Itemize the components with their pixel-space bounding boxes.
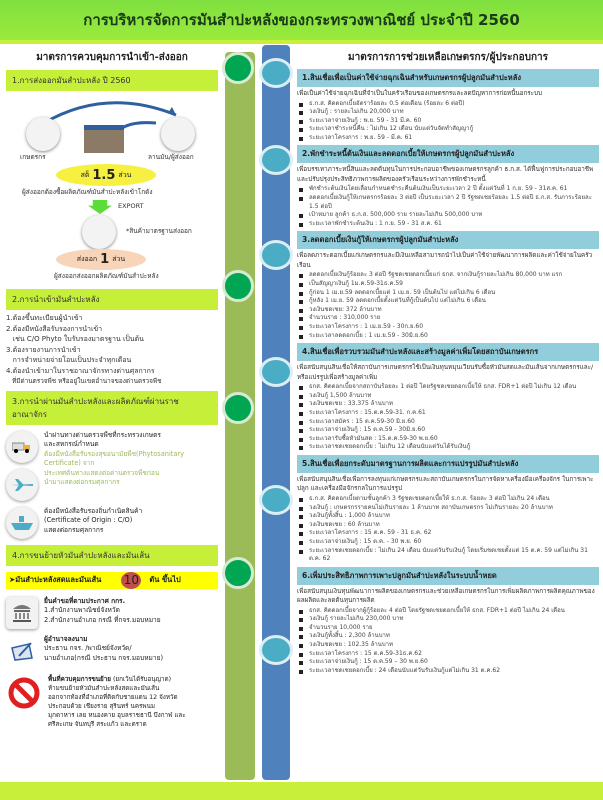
bullet-list bbox=[297, 383, 599, 452]
item-text: 1.สำนักงานพาณิชย์จังหวัด bbox=[44, 606, 120, 614]
timeline-dot bbox=[259, 58, 293, 88]
import-requirements bbox=[6, 313, 218, 387]
list-item: เป็นสัญญาเงินกู้ 1ม.ค.59-31ธ.ค.59 bbox=[297, 280, 599, 289]
transit-item bbox=[6, 431, 218, 469]
list-item: วงเงินชดเชย: 372 ล้านบาท bbox=[297, 306, 599, 315]
exporter-icon bbox=[161, 117, 195, 151]
threshold-value: 10 bbox=[121, 572, 141, 589]
transit-text: Certificate) จาก bbox=[44, 459, 95, 467]
list-item: วงเงินกู้ : รายละไม่เกิน 20,000 บาท bbox=[297, 108, 599, 117]
threshold-label: ➤มันสำปะหลังสดและมันเส้น bbox=[9, 575, 102, 584]
item-text: ประกอบด้วย เชียงราย สุรินทร์ นครพนม bbox=[48, 702, 156, 710]
item-text: นายอำเภอ(กรณี ประธาน กจร.มอบหมาย) bbox=[44, 653, 164, 662]
timeline-dot bbox=[259, 485, 293, 515]
timeline-dot bbox=[259, 240, 293, 270]
bullet-list bbox=[297, 185, 599, 228]
item-text: มุกดาหาร เลย หนองคาย อุบลราชธานี บึงกาฬ และ bbox=[48, 711, 186, 719]
list-item: ระยะเวลาโครงการ : 15 ต.ค.59-31ธ.ค.62 bbox=[297, 650, 599, 659]
list-item: ระยะเวลาชำระหนี้คืน : ไม่เกิน 12 เดือน นับแต่วันจัดทำสัญญากู้ bbox=[297, 125, 599, 134]
list-item: ระยะเวลาโครงการ : 15.ต.ค.59-31. ก.ค.61 bbox=[297, 409, 599, 418]
list-item: ธกส. คิดดอกเบี้ยจากสถาบันร้อยละ 1 ต่อปี โดยรัฐชดเชยดอกเบี้ยให้ ธกส. FDR+1 ต่อปี ไม่เกิน 12 เดือน bbox=[297, 383, 599, 392]
signing-icon bbox=[6, 635, 38, 667]
section-description: เพื่อสนับสนุนสินเชื่อให้สถาบันการเกษตรกรใช้เป็นเงินทุนหมุนเวียนรับซื้อหัวมันสดและมันเส้นจากเกษตรกรและ/หรือแปรรูปเพื่อสร้างมูลค่าเพิ่ม bbox=[297, 364, 594, 381]
item-title: ผู้อำนาจลงนาม bbox=[44, 634, 88, 643]
section-transport-title: 4.การขนย้ายหัวมันสำปะหลังและมันเส้น bbox=[6, 545, 218, 566]
ship-icon bbox=[82, 215, 116, 249]
export-diagram bbox=[6, 91, 218, 283]
item-text: ประธาน กจร. /พาณิชย์จังหวัด/ bbox=[44, 644, 132, 652]
list-item: ระยะเวลาจ่ายเงินกู้ : 15 ต.ค.59 – 30 พ.ย.60 bbox=[297, 658, 599, 667]
down-arrow-icon bbox=[88, 200, 112, 214]
warehouse-icon bbox=[84, 125, 124, 153]
transit-text: นำมาแสดงต่อกรมศุลกากร bbox=[44, 478, 120, 486]
list-item: ธ.ก.ส. คิดดอกเบี้ยตามชั้นลูกค้า 3 รัฐชดเชยดอกเบี้ยให้ ธ.ก.ส. ร้อยละ 3 ต่อปี ไม่เกิน 24 เดือน bbox=[297, 495, 599, 504]
assistance-section bbox=[297, 567, 599, 676]
list-item: ระยะเวลาชดเชยดอกเบี้ย : ไม่เกิน 12 เดือนนับแต่วันได้รับเงินกู้ bbox=[297, 443, 599, 452]
list-item: ธกส. คิดดอกเบี้ยจากผู้กู้ร้อยละ 4 ต่อปี โดยรัฐชดเชยดอกเบี้ยให้ ธกส. FDR+1 ต่อปี ไม่เกิน 24 เดือน bbox=[297, 607, 599, 616]
section-export-title: 1.การส่งออกมันสำปะหลัง ปี 2560 bbox=[6, 70, 218, 91]
list-item: ลดดอกเบี้ยเงินกู้ให้เกษตรกรร้อยละ 3 ต่อปี เป็นระยะเวลา 2 ปี รัฐชดเชยร้อยละ 1.5 ต่อปี ธ.ก.ส. รับภาระร้อยละ 1.5 ต่อปี bbox=[297, 194, 599, 211]
list-item: ระยะเวลารับซื้อหัวมันสด : 15.ต.ค.59-30 พ.ย.60 bbox=[297, 435, 599, 444]
exporter-label: ลานมัน/ผู้ส่งออก bbox=[148, 153, 194, 161]
transit-text: (Certificate of Origin : C/O) bbox=[44, 516, 133, 524]
standard-note: *สินค้ามาตรฐานส่งออก bbox=[126, 227, 192, 235]
timeline-dot bbox=[259, 635, 293, 665]
timeline-dot bbox=[222, 270, 254, 302]
timeline-dot bbox=[259, 145, 293, 175]
list-item: ระยะเวลาลดดอกเบี้ย : 1 เม.ย.59 - 30มิ.ย.60 bbox=[297, 332, 599, 341]
item-title-note: (ยกเว้นได้รับอนุญาต) bbox=[110, 675, 172, 683]
list-item: พักชำระต้นเงินโดยเลื่อนกำหนดชำระคืนต้นเงินเป็นระยะเวลา 2 ปี ตั้งแต่วันที่ 1 ก.ย. 59 - 31ส.ค. 61 bbox=[297, 185, 599, 194]
list-item: กู้หลัง 1 เม.ย. 59 ลดดอกเบี้ยตั้งแต่วันที่กู้เป็นต้นไป แต่ไม่เกิน 6 เดือน bbox=[297, 297, 599, 306]
airplane-icon bbox=[6, 469, 38, 501]
list-item: การจำหน่ายจ่ายโอนเป็นประจำทุกเดือน bbox=[6, 356, 132, 364]
list-item: ระยะเวลาโครงการ : พ.ย. 59 - มี.ค. 61 bbox=[297, 134, 599, 143]
list-item: เช่น C/O Phyto ใบรับรองมาตรฐาน เป็นต้น bbox=[6, 335, 144, 343]
list-item: กู้ก่อน 1 เม.ย.59 ลดดอกเบี้ยแต่ 1 เม.ย. 59 เป็นต้นไป แต่ไม่เกิน 6 เดือน bbox=[297, 289, 599, 298]
list-item: 4.ต้องนำเข้ามาในราชอาณาจักรทางด่านศุลกากร bbox=[6, 366, 155, 375]
list-item: 1.ต้องขึ้นทะเบียนผู้นำเข้า bbox=[6, 314, 83, 322]
list-item: ระยะเวลาพักชำระต้นเงิน : 1 ก.ย. 59 - 31 ส.ค. 61 bbox=[297, 220, 599, 229]
item-title: พื้นที่ควบคุมการขนย้าย bbox=[48, 675, 111, 683]
section-description: เพื่อลดภาระดอกเบี้ยแก่เกษตรกรและมีเงินเหลือสามารถนำไปเป็นค่าใช้จ่ายพัฒนาการผลิตและค่าใช้จ่ายในครัวเรือน bbox=[297, 252, 593, 269]
section-transit-title: 3.การนำผ่านมันสำปะหลังและผลิตภัณฑ์ผ่านราชอาณาจักร bbox=[6, 391, 218, 425]
section-title: 2.พักชำระหนี้ต้นเงินและลดดอกเบี้ยให้เกษตรกรผู้ปลูกมันสำปะหลัง bbox=[297, 145, 599, 163]
timeline-dot bbox=[222, 52, 254, 84]
list-item: จำนวนราย 10,000 ราย bbox=[297, 624, 599, 633]
transit-text: ต้องมีหนังสือรับรองสุขอนามัยพืช(Phytosanitary bbox=[44, 449, 185, 458]
item-text: ศรีสะเกษ จันทบุรี สระแก้ว และตราด bbox=[48, 720, 147, 728]
section-title: 1.สินเชื่อเพื่อเป็นค่าใช้จ่ายฉุกเฉินสำหรับเกษตรกรผู้ปลูกมันสำปะหลัง bbox=[297, 69, 599, 87]
section-title: 3.ลดดอกเบี้ยเงินกู้ให้เกษตรกรผู้ปลูกมันสำปะหลัง bbox=[297, 231, 599, 249]
timeline-dot bbox=[259, 357, 293, 387]
government-building-icon bbox=[6, 597, 38, 629]
list-item: ระยะเวลาสมัคร : 15 ต.ค.59-30 มิ.ย.60 bbox=[297, 418, 599, 427]
section-title: 6.เพิ่มประสิทธิภาพการเพาะปลูกมันสำปะหลังในระบบน้ำหยด bbox=[297, 567, 599, 585]
prohibited-icon bbox=[6, 675, 42, 711]
section-description: เพื่อเป็นค่าใช้จ่ายฉุกเฉินที่จำเป็นในครัวเรือนของเกษตรกรและลดปัญหาการก่อหนี้นอกระบบ bbox=[297, 90, 543, 97]
section-description: เพื่อบรรเทาภาระหนี้สินและลดต้นทุนในการประกอบอาชีพของเกษตรกรลูกค้า ธ.ก.ส. ได้ฟื้นฟูการประกอบอาชีพและปรับปรุงประสิทธิภาพการผลิตของครัวเรือนระหว่างการพักชำระหนี้ bbox=[297, 166, 594, 183]
list-item: ระยะเวลาจ่ายเงินกู้ : 15 ต.ค.59 - 30มิ.ย.60 bbox=[297, 426, 599, 435]
stock-note: ผู้ส่งออกต้องซื้อผลิตภัณฑ์มันสำปะหลังเข้าโกดัง bbox=[22, 188, 153, 196]
list-item: 2.ต้องมีหนังสือรับรองการนำเข้า bbox=[6, 324, 103, 333]
stock-unit: ส่วน bbox=[118, 170, 132, 179]
list-item: วงเงินกู้ทั้งสิ้น : 1,000 ล้านบาท bbox=[297, 512, 599, 521]
farmer-label: เกษตรกร bbox=[20, 153, 46, 161]
section-description: เพื่อสนับสนุนเงินทุนพัฒนาการผลิตของเกษตรกรและช่วยเหลือเกษตรกรในการเพิ่มผลิตภาพการผลิตคุณภาพของผลผลิตและลดต้นทุนการผลิต bbox=[297, 587, 595, 605]
bullet-list bbox=[297, 100, 599, 143]
list-item: วงเงินกู้ทั้งสิ้น : 2,300 ล้านบาท bbox=[297, 632, 599, 641]
assistance-section bbox=[297, 145, 599, 228]
transit-text: และสหกรณ์กำหนด bbox=[44, 440, 99, 448]
section-description: เพื่อสนับสนุนสินเชื่อเพื่อการลงทุนแก่เกษตรกรและสถาบันเกษตรกรในการจัดหาเครื่องมือเครื่องจักร ในการเพาะปลูก และเครื่องมือจักรกลในการแปรรูป bbox=[297, 475, 594, 493]
export-note: ผู้ส่งออกส่งออกผลิตภัณฑ์มันสำปะหลัง bbox=[54, 272, 159, 280]
left-heading: มาตรการควบคุมการนำเข้า-ส่งออก bbox=[36, 52, 188, 63]
footer-band bbox=[0, 782, 603, 800]
list-item: วงเงินกู้ 1,500 ล้านบาท bbox=[297, 392, 599, 401]
list-item: วงเงินกู้ : เกษตรกรรายคนไม่เกินรายละ 1 ล้านบาท สถาบันเกษตรกร ไม่เกินรายละ 20 ล้านบาท bbox=[297, 504, 599, 513]
farmer-icon bbox=[26, 117, 60, 151]
list-item: วงเงินชดเชย : 60 ล้านบาท bbox=[297, 521, 599, 530]
stock-value: 1.5 bbox=[92, 167, 116, 183]
list-item: วงเงินชดเชย : 33.375 ล้านบาท bbox=[297, 400, 599, 409]
timeline-dot bbox=[222, 557, 254, 589]
transit-text: นำผ่านทางด่านตรวจพืชที่กระทรวงเกษตร bbox=[44, 430, 161, 439]
bullet-list bbox=[297, 607, 599, 676]
transit-text: ประเทศต้นทางแสดงต่อด่านตรวจพืชก่อน bbox=[44, 468, 160, 477]
stock-label: สต็ bbox=[80, 170, 90, 179]
left-column bbox=[6, 50, 218, 729]
list-item: ที่มีด่านตรวจพืช หรืออยู่ในเขตอำนาจของด่านตรวจพืช bbox=[6, 377, 162, 385]
bullet-list bbox=[297, 495, 599, 564]
threshold-unit: ตัน ขึ้นไป bbox=[149, 575, 181, 584]
item-text: 2.สำนักงานอำเภอ กรณี ที่กจร.มอบหมาย bbox=[44, 615, 161, 624]
list-item: จำนวนราย : 310,000 ราย bbox=[297, 314, 599, 323]
threshold-bar bbox=[6, 572, 218, 589]
assistance-section bbox=[297, 455, 599, 564]
list-item: วงเงินกู้ รายละไม่เกิน 230,000 บาท bbox=[297, 615, 599, 624]
stock-ratio bbox=[56, 164, 156, 186]
transport-item bbox=[6, 597, 218, 629]
truck-icon bbox=[6, 431, 38, 463]
assistance-section bbox=[297, 343, 599, 452]
transit-text: แสดงต่อกรมศุลกากร bbox=[44, 525, 104, 534]
list-item: เป้าหมาย ลูกค้า ธ.ก.ส. 500,000 ราย รายละไม่เกิน 500,000 บาท bbox=[297, 211, 599, 220]
list-item: ระยะเวลาชดเชยดอกเบี้ย : ไม่เกิน 24 เดือน นับแต่วันรับเงินกู้ โดยเริ่มชดเชยตั้งแต่ 15 ต.ค. 59 แต่ไม่เกิน 31 ต.ค. 62 bbox=[297, 547, 599, 564]
list-item: ธ.ก.ส. คิดดอกเบี้ยอัตราร้อยละ 0.5 ต่อเดือน (ร้อยละ 6 ต่อปี) bbox=[297, 100, 599, 109]
assistance-section bbox=[297, 69, 599, 142]
list-item: ระยะเวลาโครงการ : 15 ต.ค. 59 - 31 ธ.ค. 62 bbox=[297, 529, 599, 538]
list-item: ระยะเวลาโครงการ : 1 เม.ย.59 - 30ก.ย.60 bbox=[297, 323, 599, 332]
list-item: ระยะเวลาชดเชยดอกเบี้ย : 24 เดือนนับแต่วันรับเงินกู้แต่ไม่เกิน 31 ต.ค.62 bbox=[297, 667, 599, 676]
section-title: 4.สินเชื่อเพื่อรวบรวมมันสำปะหลังและสร้างมูลค่าเพิ่มโดยสถาบันเกษตรกร bbox=[297, 343, 599, 361]
timeline-dot bbox=[222, 392, 254, 424]
page-title: การบริหารจัดการมันสำปะหลังของกระทรวงพาณิชย์ ประจำปี 2560 bbox=[0, 0, 603, 44]
right-heading: มาตรการการช่วยเหลือเกษตรกร/ผู้ประกอบการ bbox=[348, 52, 548, 63]
assistance-section bbox=[297, 231, 599, 340]
item-text: ห้ามขนย้ายหัวมันสำปะหลังสดและมันเส้น bbox=[48, 684, 160, 692]
right-column bbox=[297, 50, 599, 675]
transit-text: ต้องมีหนังสือรับรองถิ่นกำเนิดสินค้า bbox=[44, 506, 143, 515]
item-title: ยื่นคำขอที่ตามประกาศ กกร. bbox=[44, 596, 126, 605]
transport-item bbox=[6, 675, 218, 729]
export-ratio-value: 1 bbox=[100, 252, 110, 267]
timeline-blue bbox=[262, 45, 290, 780]
list-item: วงเงินชดเชย : 102.35 ล้านบาท bbox=[297, 641, 599, 650]
export-label: EXPORT bbox=[118, 202, 144, 210]
ship-icon bbox=[6, 507, 38, 539]
list-item: ลดดอกเบี้ยเงินกู้ร้อยละ 3 ต่อปี รัฐชดเชยดอกเบี้ยแก่ ธกส. จากเงินกู้รายละไม่เกิน 80,000 บาท แรก bbox=[297, 271, 599, 280]
transit-item bbox=[6, 469, 218, 501]
list-item: ระยะเวลาจ่ายเงินกู้ : พ.ย. 59 - 31 มี.ค. 60 bbox=[297, 117, 599, 126]
export-ratio bbox=[56, 249, 146, 270]
timeline-green bbox=[225, 52, 255, 780]
section-import-title: 2.การนำเข้ามันสำปะหลัง bbox=[6, 289, 218, 310]
list-item: ระยะเวลาจ่ายเงินกู้ : 15 ต.ค. - 30 พ.ย. 60 bbox=[297, 538, 599, 547]
transport-item bbox=[6, 635, 218, 667]
section-title: 5.สินเชื่อเพื่อยกระดับมาตรฐานการผลิตและการแปรรูปมันสำปะหลัง bbox=[297, 455, 599, 473]
export-ratio-unit: ส่วน bbox=[112, 255, 126, 263]
bullet-list bbox=[297, 271, 599, 340]
list-item: 3.ต้องรายงานการนำเข้า bbox=[6, 345, 81, 354]
assistance-sections bbox=[297, 69, 599, 675]
item-text: ออกจากท้องที่อำเภอที่ติดกับชายแดน 12 จังหวัด bbox=[48, 693, 178, 701]
export-ratio-label: ส่งออก bbox=[76, 255, 98, 263]
transit-item bbox=[6, 507, 218, 539]
